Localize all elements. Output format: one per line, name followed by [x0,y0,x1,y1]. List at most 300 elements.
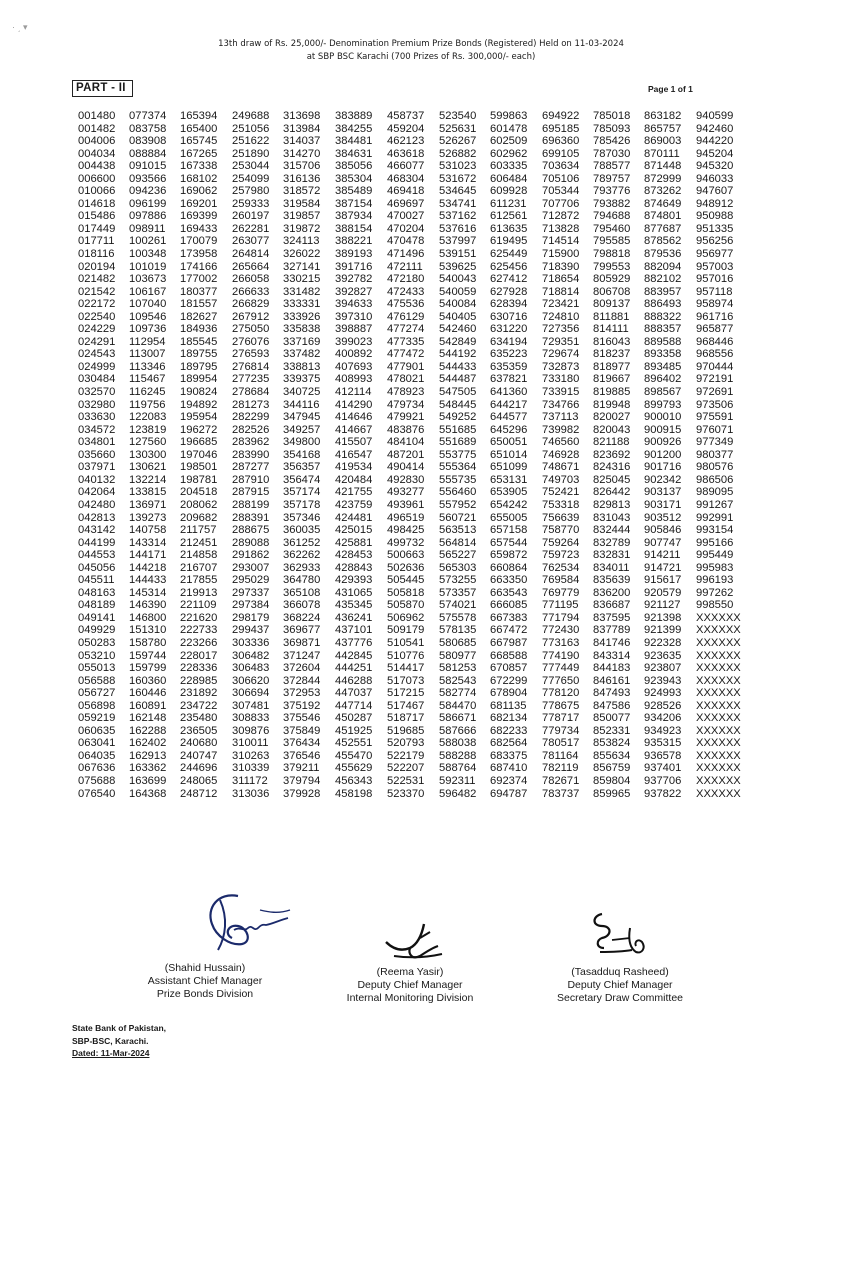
bond-number: 314037 [283,135,321,148]
bond-number: 017711 [78,235,115,248]
bond-number: 326022 [283,248,321,261]
bond-number: 517073 [387,674,425,687]
table-row [78,499,741,512]
bond-number: 357178 [283,498,321,511]
bond-number: 915617 [644,574,682,587]
bond-number: 123819 [129,423,167,436]
bond-number: 565227 [439,549,477,562]
bond-number: 456343 [335,774,373,787]
table-row [78,148,741,161]
bond-number: 159744 [129,649,167,662]
bond-number: 356474 [283,473,321,486]
bond-number: 097886 [129,210,167,223]
bond-number: 174166 [180,260,218,273]
table-row [78,662,741,675]
bond-number: 339375 [283,373,321,386]
bond-number: 297384 [232,599,270,612]
bond-number: 819948 [593,398,631,411]
footer-line-1: State Bank of Pakistan, [72,1023,167,1033]
bond-number: 970444 [696,360,734,373]
bond-number: 762534 [542,561,580,574]
bond-number: 874801 [644,210,682,223]
signatory-dept: Prize Bonds Division [156,988,254,1000]
table-row [78,449,741,462]
bond-number: 060635 [78,724,116,737]
bond-number: 772430 [542,624,580,637]
bond-number: 042813 [78,511,116,524]
bond-number: 283962 [232,436,270,449]
bond-number: 181557 [180,298,218,311]
bond-number: 266829 [232,298,270,311]
bond-number: 657158 [490,524,528,537]
bond-number: 475536 [387,298,425,311]
bond-number: 018116 [78,248,115,261]
bond-number: XXXXXX [696,649,741,662]
bond-number: 022172 [78,298,116,311]
bond-number: 645296 [490,423,528,436]
bond-number: 563513 [439,524,477,537]
bond-number: 198781 [180,473,218,486]
bond-number: 379928 [283,787,321,800]
bond-number: 630716 [490,310,528,323]
bond-number: 718814 [542,285,580,298]
bond-number: 429393 [335,574,373,587]
bond-number: 498425 [387,524,425,537]
bond-number: 540405 [439,310,477,323]
bond-number: 612561 [490,210,528,223]
bond-number: 447714 [335,699,373,712]
bond-number: 820027 [593,411,631,424]
scan-mark: · ˏ ▾ [12,22,28,32]
bond-number: 670857 [490,662,528,675]
bond-number: 888357 [644,323,682,336]
bond-number: 769779 [542,586,580,599]
bond-number: 705344 [542,185,580,198]
bond-number: 634194 [490,335,528,348]
bond-number: 654242 [490,498,528,511]
bond-number: 472433 [387,285,425,298]
bond-number: 419534 [335,461,373,474]
bond-number: 732873 [542,360,580,373]
bond-number: 414646 [335,411,373,424]
bond-number: 414290 [335,398,373,411]
bond-number: 548445 [439,398,477,411]
bond-number: 523370 [387,787,425,800]
bond-number: 835639 [593,574,631,587]
bond-number: 189954 [180,373,218,386]
bond-number: 251890 [232,147,270,160]
bond-number: 882094 [644,260,682,273]
bond-number: 263077 [232,235,270,248]
bond-number: 338813 [283,360,321,373]
bond-number: 130300 [129,448,167,461]
bond-number: 976071 [696,423,734,436]
bond-number: 564814 [439,536,477,549]
bond-number: 816043 [593,335,631,348]
bond-number: 980576 [696,461,734,474]
bond-number: 113007 [129,348,166,361]
bond-number: 820043 [593,423,631,436]
bond-number: 119756 [129,398,166,411]
bond-number: 888322 [644,310,682,323]
bond-number: 043142 [78,524,116,537]
bond-number: 265664 [232,260,270,273]
bond-number: 993154 [696,524,734,537]
bond-number: 262281 [232,222,270,235]
bond-number: 103673 [129,273,167,286]
bond-number: 056727 [78,687,116,700]
signature-shahid-hussain [198,888,298,958]
table-row [78,160,741,173]
bond-number: 195954 [180,411,218,424]
bond-number: 942460 [696,122,734,135]
bond-number: 499732 [387,536,425,549]
table-row [78,762,741,775]
bond-number: 778717 [542,712,580,725]
bond-number: 946033 [696,172,734,185]
bond-number: 088884 [129,147,167,160]
bond-number: 853824 [593,737,631,750]
table-row [78,273,741,286]
bond-number: 221620 [180,611,218,624]
bond-number: XXXXXX [696,674,741,687]
bond-number: 376434 [283,737,321,750]
bond-number: 391716 [335,260,373,273]
table-row [78,373,741,386]
bond-number: 582774 [439,687,477,700]
table-row [78,549,741,562]
bond-number: 903171 [644,498,682,511]
bond-number: 973506 [696,398,734,411]
bond-number: 539151 [439,248,477,261]
bond-number: 477335 [387,335,425,348]
bond-number: 372604 [283,662,321,675]
bond-number: 518717 [387,712,425,725]
bond-number: 723421 [542,298,580,311]
bond-number: 298179 [232,611,270,624]
bond-number: 663350 [490,574,528,587]
table-row [78,210,741,223]
bond-number: 277235 [232,373,270,386]
bond-number: 565303 [439,561,477,574]
bond-number: 818977 [593,360,631,373]
bond-number: 901716 [644,461,682,474]
bond-number: 972191 [696,373,734,386]
bond-number: 505870 [387,599,425,612]
bond-number: 024229 [78,323,116,336]
bond-number: 789757 [593,172,631,185]
bond-number: 819885 [593,386,631,399]
bond-number: 625449 [490,248,528,261]
bond-number: 505445 [387,574,425,587]
table-row [78,436,741,449]
bond-number: 024999 [78,360,116,373]
bond-number: 653131 [490,473,528,486]
table-row [78,486,741,499]
table-row [78,110,741,123]
bond-number: 795585 [593,235,631,248]
bond-number: 781164 [542,749,579,762]
bond-number: 900926 [644,436,682,449]
table-row [78,637,741,650]
bond-number: 794688 [593,210,631,223]
bond-number: 310339 [232,762,270,775]
bond-number: 458737 [387,110,425,122]
bond-number: 547505 [439,386,477,399]
bond-number: 077374 [129,110,167,122]
bond-number: 699105 [542,147,580,160]
bond-number: 335838 [283,323,321,336]
bond-number: 143314 [129,536,167,549]
bond-number: 863182 [644,110,682,122]
bond-number: 739982 [542,423,580,436]
table-row [78,298,741,311]
bond-number: 510776 [387,649,425,662]
bond-number: 375546 [283,712,321,725]
bond-number: 841746 [593,636,631,649]
bond-number: 169201 [180,197,218,210]
bond-number: 189755 [180,348,218,361]
bond-number: 531672 [439,172,477,185]
bond-number: 483876 [387,423,425,436]
bond-number: 696360 [542,135,580,148]
bond-number: XXXXXX [696,687,741,700]
bond-number: 236505 [180,724,218,737]
bond-number: 826442 [593,486,631,499]
bond-number: 385304 [335,172,373,185]
bond-number: 015486 [78,210,116,223]
bond-number: 050283 [78,636,116,649]
bond-number: 251622 [232,135,270,148]
bond-number: 217855 [180,574,218,587]
bond-number: 928526 [644,699,682,712]
bond-number: 694922 [542,110,580,122]
bond-number: 777650 [542,674,580,687]
page-label: Page 1 of 1 [648,84,693,94]
bond-number: XXXXXX [696,774,741,787]
bond-number: 006600 [78,172,116,185]
bond-number: 920579 [644,586,682,599]
bond-number: 164368 [129,787,167,800]
table-row [78,788,741,801]
bond-number: 650051 [490,436,528,449]
bond-number: 580685 [439,636,477,649]
bond-number: 537162 [439,210,477,223]
table-row [78,185,741,198]
bond-number: 451925 [335,724,373,737]
bond-number: 957118 [696,285,733,298]
bond-number: 599863 [490,110,528,122]
table-row [78,624,741,637]
table-row [78,323,741,336]
bond-number: 601478 [490,122,528,135]
bond-number: 254099 [232,172,270,185]
bond-number: 040132 [78,473,116,486]
bond-number: 777449 [542,662,580,675]
bond-number: 785093 [593,122,631,135]
bond-number: 526267 [439,135,477,148]
bond-number: 756639 [542,511,580,524]
bond-number: 033630 [78,411,116,424]
bond-number: 668588 [490,649,528,662]
bond-number: 314270 [283,147,321,160]
bond-number: 162402 [129,737,167,750]
bond-number: 829813 [593,498,631,511]
table-row [78,750,741,763]
bond-number: 832831 [593,549,631,562]
bond-number: 364780 [283,574,321,587]
bond-number: 934923 [644,724,682,737]
bond-number: 625456 [490,260,528,273]
bond-number: 425015 [335,524,373,537]
bond-number: 231892 [180,687,218,700]
bond-number: 289088 [232,536,270,549]
bond-number: 421755 [335,486,373,499]
title-line-1: 13th draw of Rs. 25,000/- Denomination Premium Prize Bonds (Registered) Held on 11-03-2024 [218,39,624,49]
bond-number: 681135 [490,699,527,712]
bond-number: 823692 [593,448,631,461]
bond-number: 283990 [232,448,270,461]
bond-number: 902342 [644,473,682,486]
bond-number: 424481 [335,511,373,524]
bond-number: 400892 [335,348,373,361]
bond-number: 509179 [387,624,425,637]
bond-number: 510541 [387,636,425,649]
bond-number: 313984 [283,122,321,135]
table-row [78,411,741,424]
table-row [78,348,741,361]
bond-number: 682134 [490,712,528,725]
bond-number: 537616 [439,222,477,235]
bond-number: 316136 [283,172,321,185]
bond-number: 446288 [335,674,373,687]
bond-number: 132214 [129,473,167,486]
bond-number: 832789 [593,536,631,549]
bond-number: 282299 [232,411,270,424]
bond-number: 064035 [78,749,116,762]
bond-number: 167265 [180,147,218,160]
bond-number: 197046 [180,448,218,461]
bond-number: 458198 [335,787,373,800]
bond-number: 163362 [129,762,167,775]
bond-number: 522179 [387,749,425,762]
bond-number: 222733 [180,624,218,637]
bond-number: 746560 [542,436,580,449]
bond-number: 729674 [542,348,580,361]
bond-number: 169433 [180,222,218,235]
bond-number: 053210 [78,649,116,662]
bond-number: 544192 [439,348,477,361]
bond-number: 619495 [490,235,528,248]
bond-number: 687410 [490,762,528,775]
bond-number: 165394 [180,110,218,122]
bond-number: 211757 [180,524,217,537]
bond-number: 267912 [232,310,270,323]
bond-number: 923943 [644,674,682,687]
bond-number: 004006 [78,135,116,148]
bond-number: 737113 [542,411,579,424]
bond-number: 056898 [78,699,116,712]
bond-number: 288391 [232,511,270,524]
signature-reema-yasir [380,918,450,966]
bond-number: 588038 [439,737,477,750]
bond-number: 729351 [542,335,580,348]
bond-number: 683375 [490,749,528,762]
bond-number: 870111 [644,147,680,160]
bond-number: 109736 [129,323,167,336]
bond-number: 611231 [490,197,527,210]
document-header [0,38,842,64]
bond-number: 602962 [490,147,528,160]
bond-number: XXXXXX [696,611,741,624]
bond-number: 914721 [644,561,682,574]
bond-number: 420484 [335,473,373,486]
bond-number: 165400 [180,122,218,135]
bond-number: 356357 [283,461,321,474]
footer-date: Dated: 11-Mar-2024 [72,1048,150,1058]
bond-number: 048189 [78,599,116,612]
bond-number: 957003 [696,260,734,273]
bond-number: 035660 [78,448,116,461]
bond-number: 042064 [78,486,116,499]
bond-number: 471496 [387,248,425,261]
bond-number: 388154 [335,222,373,235]
bond-number: 682564 [490,737,528,750]
bond-number: 713828 [542,222,580,235]
bond-number: 542460 [439,323,477,336]
bond-number: 295029 [232,574,270,587]
bond-number: 818237 [593,348,631,361]
bond-number: 146390 [129,599,167,612]
bond-number: 180377 [180,285,218,298]
bond-number: 436241 [335,611,373,624]
bond-number: 882102 [644,273,682,286]
bond-number: 477472 [387,348,425,361]
bond-number: 493961 [387,498,425,511]
bond-number: 905846 [644,524,682,537]
bond-number: XXXXXX [696,636,741,649]
bond-number: 782671 [542,774,580,787]
bond-number: 544487 [439,373,477,386]
bond-number: 414667 [335,423,373,436]
bond-number: 505818 [387,586,425,599]
bond-number: 416547 [335,448,373,461]
bond-number: 724810 [542,310,580,323]
bond-number: XXXXXX [696,712,741,725]
bond-number: 809137 [593,298,631,311]
bond-number: 734766 [542,398,580,411]
bond-number: 032570 [78,386,116,399]
bond-number: 055013 [78,662,116,675]
bond-number: 169062 [180,185,218,198]
bond-number: 463618 [387,147,425,160]
part-label: PART - II [72,80,133,97]
bond-number: 663543 [490,586,528,599]
bond-number: 127560 [129,436,167,449]
bond-number: 144433 [129,574,167,587]
bond-number: 428453 [335,549,373,562]
signatory-2 [330,966,490,1005]
bond-number: 392827 [335,285,373,298]
bond-number: 936578 [644,749,682,762]
bond-number: 534645 [439,185,477,198]
bond-number: 221109 [180,599,217,612]
bond-number: 574021 [439,599,477,612]
bond-number: 542849 [439,335,477,348]
bond-number: 244696 [180,762,218,775]
bond-number: 855634 [593,749,631,762]
table-row [78,737,741,750]
